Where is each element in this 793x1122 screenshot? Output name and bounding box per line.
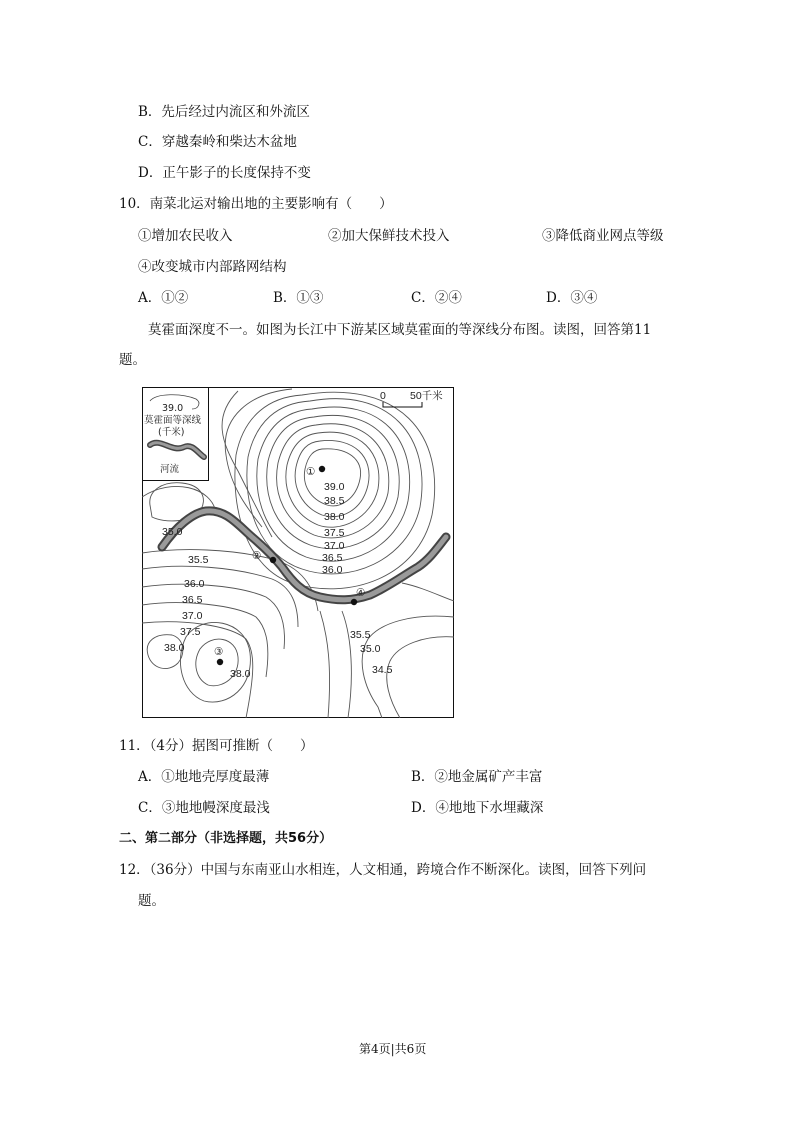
point-3-dot <box>217 659 223 665</box>
point-3-label: ③ <box>214 646 224 658</box>
q11-option-b: B．②地金属矿产丰富 <box>411 769 543 785</box>
q11-option-a: A．①地地壳厚度最薄 <box>138 769 270 785</box>
q11-option-c: C．③地地幔深度最浅 <box>138 800 270 816</box>
contour-label: 35.5 <box>350 629 371 641</box>
contour-label: 38.5 <box>324 495 345 507</box>
intro-line-1: 莫霍面深度不一。如图为长江中下游某区域莫霍面的等深线分布图。读图，回答第11 <box>148 322 652 338</box>
intro-line-2: 题。 <box>119 352 146 368</box>
q11-stem: 11．（4分）据图可推断（ ） <box>119 738 314 754</box>
legend-river-label: 河流 <box>160 464 180 475</box>
contour-label: 35.0 <box>360 643 381 655</box>
q10-choice-c: C．②④ <box>411 290 462 306</box>
scale-text: 50千米 <box>410 390 443 402</box>
q10-choice-b: B．①③ <box>273 290 324 306</box>
contour-label: 38.0 <box>230 668 251 680</box>
q9-option-b: B．先后经过内流区和外流区 <box>138 104 310 120</box>
legend-unit: (千米) <box>158 427 185 438</box>
q11-option-d: D．④地地下水埋藏深 <box>411 800 544 816</box>
contour-label: 37.5 <box>180 626 201 638</box>
q10-item-2: ②加大保鲜技术投入 <box>328 228 450 244</box>
q10-choice-d: D．③④ <box>546 290 598 306</box>
q10-item-4: ④改变城市内部路网结构 <box>138 259 287 275</box>
contour-label: 37.0 <box>182 610 203 622</box>
point-4-label: ④ <box>356 587 366 599</box>
contour-label: 36.5 <box>322 552 343 564</box>
q12-line-1: 12．（36分）中国与东南亚山水相连，人文相通，跨境合作不断深化。读图，回答下列问 <box>119 862 647 878</box>
q10-item-3: ③降低商业网点等级 <box>542 228 664 244</box>
contour-label: 36.0 <box>184 578 205 590</box>
legend <box>143 388 209 481</box>
q10-stem: 10．南菜北运对输出地的主要影响有（ ） <box>119 196 393 212</box>
contour-label: 39.0 <box>324 481 345 493</box>
q9-option-c: C．穿越秦岭和柴达木盆地 <box>138 134 297 150</box>
point-4-dot <box>351 599 357 605</box>
contour-label: 37.5 <box>324 527 345 539</box>
contour-label: 37.0 <box>324 540 345 552</box>
page-footer: 第4页|共6页 <box>359 1042 427 1056</box>
section-2-heading: 二、第二部分（非选择题，共56分） <box>119 831 333 846</box>
moho-isoline-map <box>142 387 454 718</box>
contour-label: 35.0 <box>162 526 183 538</box>
q10-item-1: ①增加农民收入 <box>138 228 233 244</box>
contour-label: 38.0 <box>164 642 185 654</box>
contour-label: 34.5 <box>372 664 393 676</box>
q12-line-2: 题。 <box>138 893 165 909</box>
q10-choice-a: A．①② <box>138 290 189 306</box>
point-2-dot <box>270 557 276 563</box>
contour-label: 38.0 <box>324 511 345 523</box>
contour-label: 35.5 <box>188 554 209 566</box>
scale-zero: 0 <box>380 390 386 402</box>
point-1-label: ① <box>306 466 316 478</box>
point-1-dot <box>319 466 325 472</box>
legend-isoline-label: 莫霍面等深线 <box>144 415 202 426</box>
legend-sample-value: 39.0 <box>162 403 184 414</box>
contour-label: 36.5 <box>182 594 203 606</box>
point-2-label: ② <box>252 550 262 562</box>
contour-label: 36.0 <box>322 564 343 576</box>
q9-option-d: D．正午影子的长度保持不变 <box>138 165 311 181</box>
